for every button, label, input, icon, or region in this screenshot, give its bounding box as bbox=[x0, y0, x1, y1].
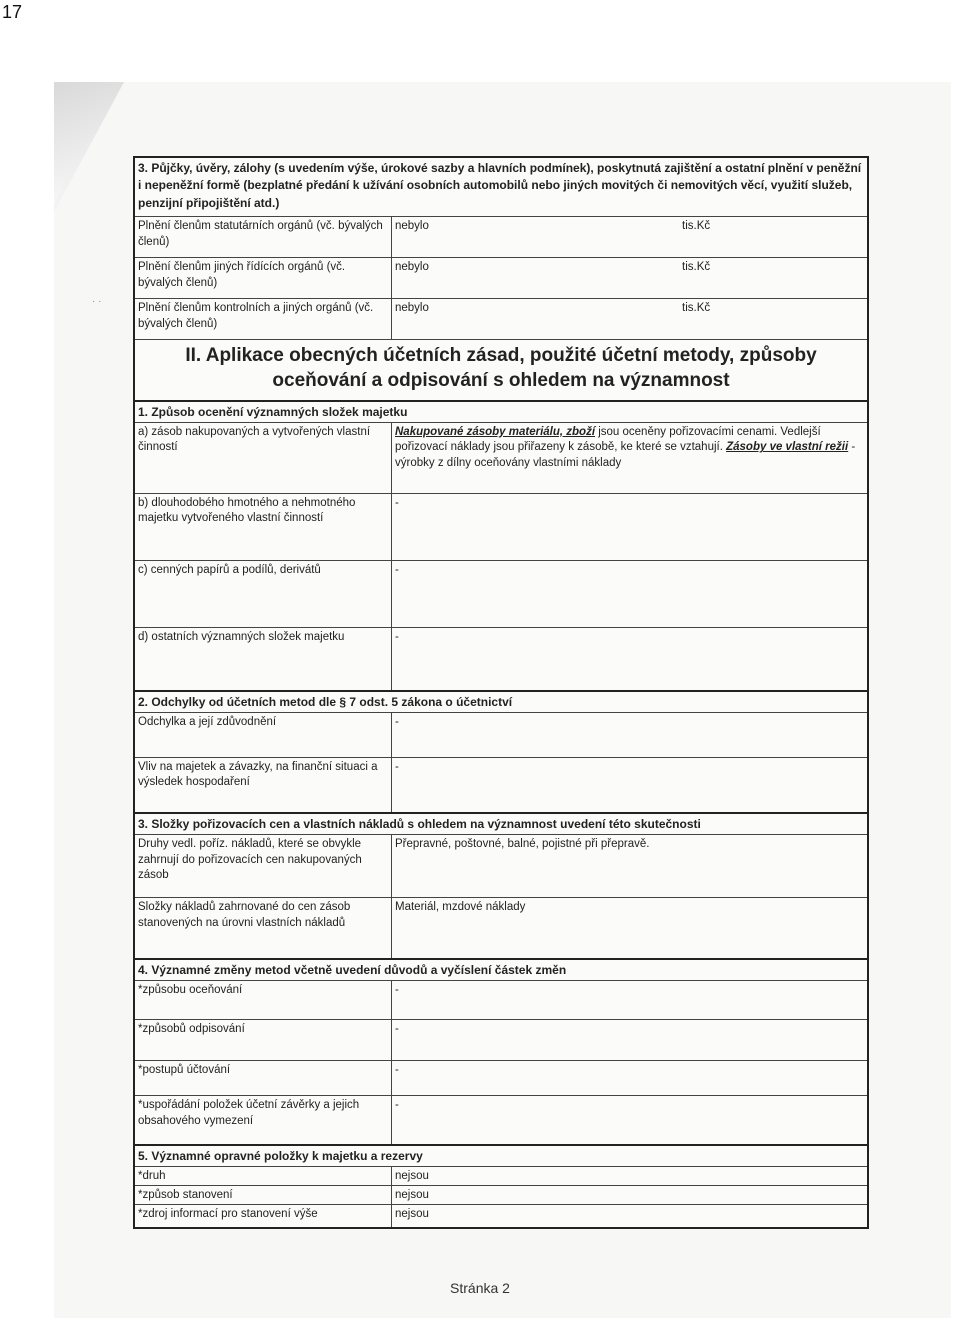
sub4-row bbox=[135, 1095, 867, 1144]
row-value: - bbox=[395, 496, 399, 509]
page-number: 17 bbox=[2, 2, 23, 22]
row-value: - bbox=[395, 1099, 399, 1112]
row-label: *způsob stanovení bbox=[135, 1186, 392, 1204]
sub2-row bbox=[135, 757, 867, 812]
row-label: *druh bbox=[135, 1167, 392, 1185]
row-value: nejsou bbox=[395, 1208, 429, 1221]
row-label: a) zásob nakupovaných a vytvořených vlastní činností bbox=[135, 423, 392, 493]
sub5-row bbox=[135, 1204, 867, 1227]
row-unit: tis.Kč bbox=[682, 302, 711, 315]
sub1-heading: 1. Způsob ocenění významných složek majetku bbox=[135, 400, 867, 422]
row-value: - bbox=[395, 630, 399, 643]
row-label: Plnění členům jiných řídících orgánů (vč. bývalých členů) bbox=[135, 258, 392, 298]
sub5-row bbox=[135, 1185, 867, 1204]
row-label: d) ostatních významných složek majetku bbox=[135, 628, 392, 690]
sub2-row bbox=[135, 712, 867, 757]
row-value-a bbox=[392, 423, 867, 493]
row-label: Plnění členům statutárních orgánů (vč. bývalých členů) bbox=[135, 217, 392, 257]
sub2-heading: 2. Odchylky od účetních metod dle § 7 odst. 5 zákona o účetnictví bbox=[135, 690, 867, 712]
purchased-stock-term: Nakupované zásoby materiálu, zboží bbox=[395, 425, 596, 438]
row-value: - bbox=[395, 715, 399, 728]
sub3-row bbox=[135, 897, 867, 958]
row-label: *zdroj informací pro stanovení výše bbox=[135, 1205, 392, 1227]
sub5-heading: 5. Významné opravné položky k majetku a rezervy bbox=[135, 1144, 867, 1166]
row-label: Plnění členům kontrolních a jiných orgánů (vč. bývalých členů) bbox=[135, 299, 392, 339]
row-value: nebylo bbox=[395, 261, 429, 274]
row-value: Přepravné, poštovné, balné, pojistné při přepravě. bbox=[395, 838, 650, 851]
row-label: Vliv na majetek a závazky, na finanční situaci a výsledek hospodaření bbox=[135, 758, 392, 812]
form-table bbox=[133, 156, 869, 1229]
sub3-heading: 3. Složky pořizovacích cen a vlastních nákladů s ohledem na významnost uvedení této skutečnosti bbox=[135, 812, 867, 834]
row-value: - bbox=[395, 760, 399, 773]
row-label: Druhy vedl. poříz. nákladů, které se obvykle zahrnují do pořizovacích cen nakupovaných zásob bbox=[135, 835, 392, 897]
sub1-row bbox=[135, 560, 867, 627]
section3-row bbox=[135, 216, 867, 257]
row-value: nebylo bbox=[395, 302, 429, 315]
sub3-row bbox=[135, 834, 867, 897]
sub4-row bbox=[135, 1019, 867, 1060]
row-label: *uspořádání položek účetní závěrky a jejich obsahového vymezení bbox=[135, 1096, 392, 1144]
sub4-heading: 4. Významné změny metod včetně uvedení důvodů a vyčíslení částek změn bbox=[135, 958, 867, 980]
sub4-row bbox=[135, 980, 867, 1019]
row-label: Odchylka a její zdůvodnění bbox=[135, 713, 392, 757]
purchased-stock-text: jsou oceněny pořizovacími cenami. Vedlejší pořizovací náklady jsou přiřazeny k zásobě, ke které se vztahují. bbox=[395, 425, 821, 454]
section3-row bbox=[135, 298, 867, 339]
row-label: *způsobu oceňování bbox=[135, 981, 392, 1019]
row-unit: tis.Kč bbox=[682, 220, 711, 233]
row-label: b) dlouhodobého hmotného a nehmotného majetku vytvořeného vlastní činností bbox=[135, 494, 392, 560]
row-label: *postupů účtování bbox=[135, 1061, 392, 1095]
row-value: - bbox=[395, 984, 399, 997]
own-production-stock-term: Zásoby ve vlastní režii bbox=[726, 441, 849, 454]
row-label: *způsobů odpisování bbox=[135, 1020, 392, 1060]
part2-title: II. Aplikace obecných účetních zásad, použité účetní metody, způsoby oceňování a odpisování s ohledem na významnost bbox=[135, 339, 867, 399]
row-value: - bbox=[395, 1064, 399, 1077]
sub4-row bbox=[135, 1060, 867, 1095]
row-value: - bbox=[395, 563, 399, 576]
row-value: nebylo bbox=[395, 220, 429, 233]
row-label: Složky nákladů zahrnované do cen zásob stanovených na úrovni vlastních nákladů bbox=[135, 898, 392, 958]
row-label: c) cenných papírů a podílů, derivátů bbox=[135, 561, 392, 627]
sub1-row bbox=[135, 627, 867, 690]
sub1-row bbox=[135, 493, 867, 560]
page-footer: Stránka 2 bbox=[450, 1280, 510, 1296]
row-value: nejsou bbox=[395, 1170, 429, 1183]
row-value: - bbox=[395, 1023, 399, 1036]
row-value: Materiál, mzdové náklady bbox=[395, 901, 526, 914]
sub5-row bbox=[135, 1166, 867, 1185]
section3-row bbox=[135, 257, 867, 298]
own-production-stock-text: - výrobky z dílny oceňovány vlastními náklady bbox=[395, 441, 856, 469]
sub1-row-a bbox=[135, 422, 867, 493]
scan-specks: · · bbox=[92, 296, 102, 307]
row-value: nejsou bbox=[395, 1189, 429, 1202]
section3-heading: 3. Půjčky, úvěry, zálohy (s uvedením výše, úrokové sazby a hlavních podmínek), poskytnutá zajištění a ostatní plnění v peněžní i nepeněžní formě (bezplatné předání k užívání osobních automobilů nebo jiných movitých či nemovitých věcí, využití služeb, penzijní připojištění atd.) bbox=[138, 161, 862, 210]
row-unit: tis.Kč bbox=[682, 261, 711, 274]
